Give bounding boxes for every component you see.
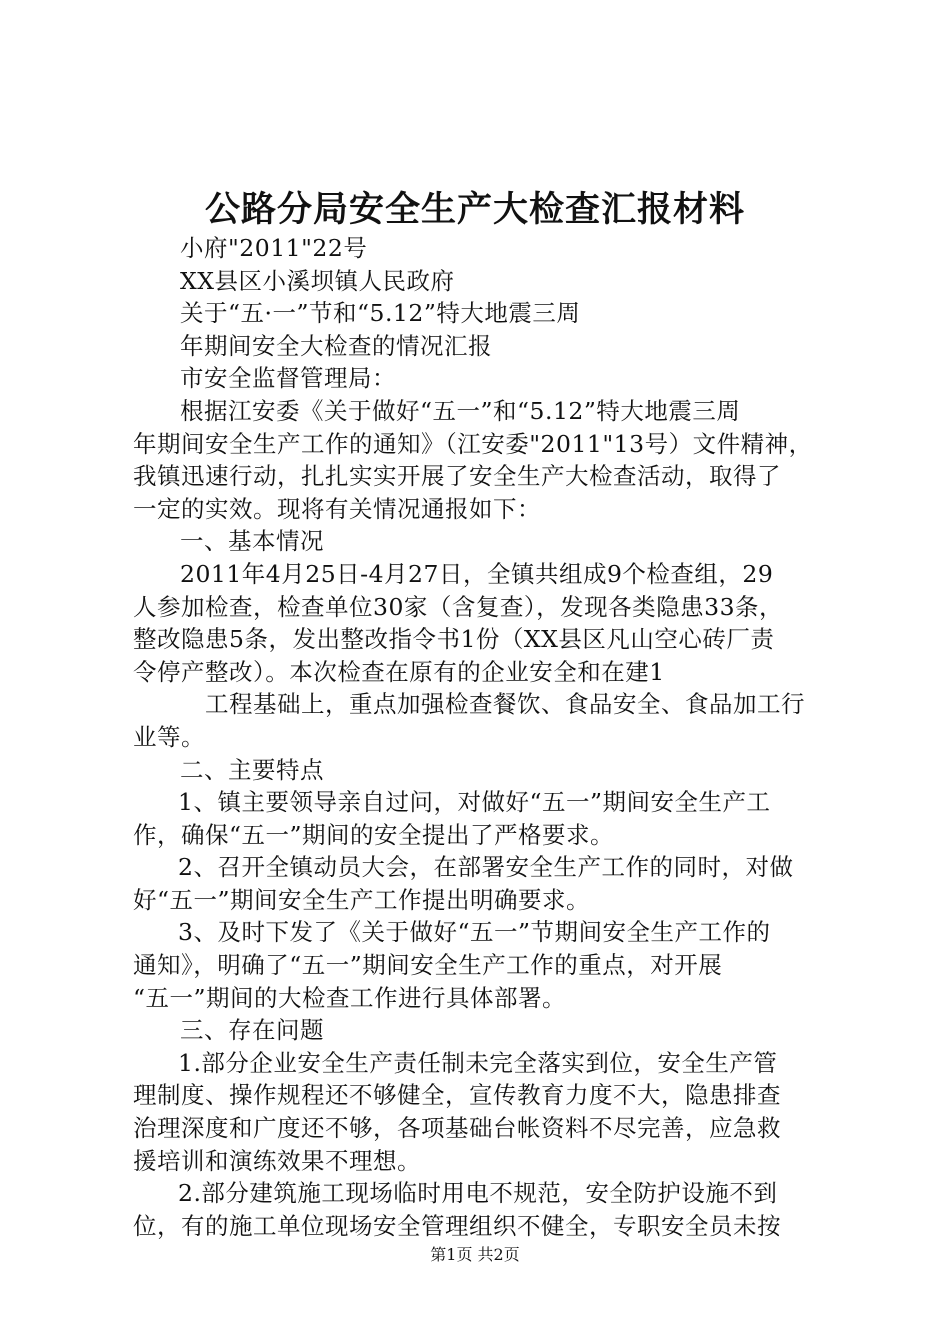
document-title: 公路分局安全生产大检查汇报材料	[204, 189, 745, 230]
paragraph-line: 2、召开全镇动员大会，在部署安全生产工作的同时，对做	[178, 853, 794, 882]
issuer-line: XX县区小溪坝镇人民政府	[180, 266, 455, 295]
paragraph-line: 2.部分建筑施工现场临时用电不规范，安全防护设施不到	[178, 1179, 778, 1208]
paragraph-line: 我镇迅速行动，扎扎实实开展了安全生产大检查活动，取得了	[133, 462, 781, 491]
paragraph-line: 业等。	[133, 722, 205, 751]
paragraph-line: 工程基础上，重点加强检查餐饮、食品安全、食品加工行	[205, 690, 805, 719]
section-heading: 二、主要特点	[180, 755, 324, 784]
doc-number-line: 小府"2011"22号	[180, 234, 368, 262]
paragraph-line: 理制度、操作规程还不够健全，宣传教育力度不大，隐患排查	[133, 1081, 781, 1110]
paragraph-line: 治理深度和广度还不够，各项基础台帐资料不尽完善，应急救	[133, 1114, 781, 1143]
paragraph-line: 援培训和演练效果不理想。	[133, 1146, 421, 1175]
paragraph-line: 2011年4月25日-4月27日，全镇共组成9个检查组，29	[180, 559, 774, 588]
paragraph-line: 位，有的施工单位现场安全管理组织不健全，专职安全员未按	[133, 1211, 781, 1240]
paragraph-line: 好“五一”期间安全生产工作提出明确要求。	[133, 885, 591, 914]
section-heading: 一、基本情况	[180, 527, 324, 556]
paragraph-line: 作，确保“五一”期间的安全提出了严格要求。	[133, 820, 615, 849]
subject-line: 关于“五·一”节和“5.12”特大地震三周	[180, 299, 581, 328]
paragraph-line: “五一”期间的大检查工作进行具体部署。	[133, 983, 567, 1012]
paragraph-line: 令停产整改）。本次检查在原有的企业安全和在建1	[133, 657, 665, 686]
paragraph-line: 年期间安全生产工作的通知》（江安委"2011"13号）文件精神，	[133, 429, 813, 458]
subject-line-cont: 年期间安全大检查的情况汇报	[180, 331, 492, 360]
recipient-line: 市安全监督管理局：	[180, 364, 396, 393]
paragraph-line: 1.部分企业安全生产责任制未完全落实到位，安全生产管	[178, 1048, 778, 1077]
paragraph-line: 通知》，明确了“五一”期间安全生产工作的重点，对开展	[133, 951, 723, 980]
paragraph-line: 根据江安委《关于做好“五一”和“5.12”特大地震三周	[180, 396, 741, 425]
document-body	[133, 232, 833, 1242]
paragraph-line: 一定的实效。现将有关情况通报如下：	[133, 494, 541, 523]
paragraph-line: 整改隐患5条，发出整改指令书1份（XX县区凡山空心砖厂责	[133, 625, 775, 654]
page-footer: 第1页 共2页	[430, 1245, 520, 1264]
paragraph-line: 人参加检查，检查单位30家（含复查），发现各类隐患33条，	[133, 592, 784, 621]
paragraph-line: 3、及时下发了《关于做好“五一”节期间安全生产工作的	[178, 918, 771, 947]
section-heading: 三、存在问题	[180, 1016, 324, 1045]
paragraph-line: 1、镇主要领导亲自过问，对做好“五一”期间安全生产工	[178, 788, 771, 817]
